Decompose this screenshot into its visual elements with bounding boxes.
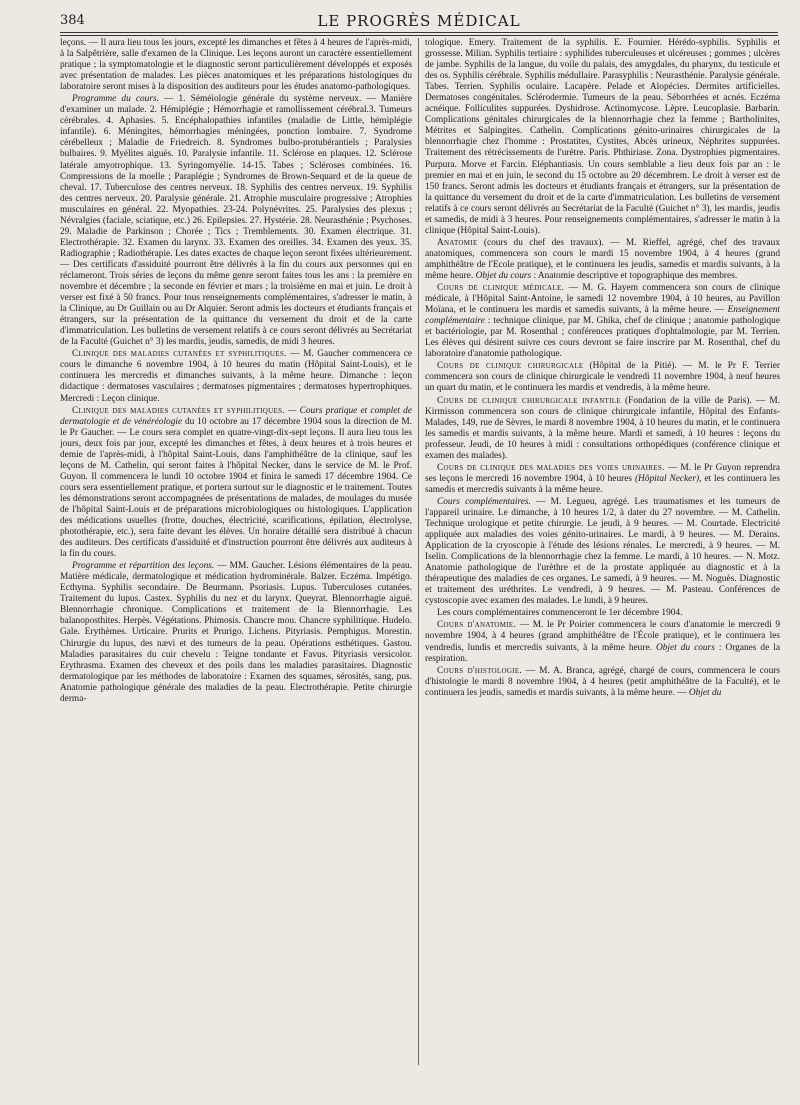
section-heading: Clinique des maladies cutanées et syphilitiques. bbox=[72, 349, 287, 360]
section-heading: Cours complémentaires. bbox=[437, 496, 531, 507]
paragraph-text: : Organes de la respiration. bbox=[425, 642, 780, 664]
paragraph-text: (cours du chef des travaux). — M. Rieffel, agrégé, chef des travaux anatomiques, commencera son cours le mardi 15 novembre 1904, à 4 heures (grand amphithéâtre de l'Ecole pratique), et le continuera les jeudis, samedis et mardis suivants, à la même heure. bbox=[425, 237, 780, 281]
paragraph-text: — M. Legueu, agrégé. Les traumatismes et les tumeurs de l'appareil urinaire. Le dimanche, à 10 heures 1/2, à dater du 27 novembre. — M. Cathelin. Technique urologique et petite chirurgie. Le jeudi, à 9 heures. — M. Courtade. Electricité appliquée aux maladies des voies génito-urinaires. Le mardi, à 9 heures. — M. Derains. Application de la cryoscopie à l'étude des lésions rénales. Le mercredi, à 9 heures. — M. Iselin. Complications de la blennorrhagie chez la femme. Le mardi, à 10 heures. — N. Motz. Anatomie pathologique de l'urèthre et de la prostate appliquée au diagnostic et à la thérapeutique des maladies de ces organes. Le samedi, à 9 heures. — M. Noguès. Diagnostic et traitement des uréthrites. Le vendredi, à 9 heures. — M. Pasteau. Conférences de cystoscopie avec examen des malades. Le lundi, à 9 heures. bbox=[425, 496, 780, 607]
journal-title: LE PROGRÈS MÉDICAL bbox=[317, 12, 521, 30]
section-heading: Cours de clinique des maladies des voies urinaires. bbox=[437, 462, 665, 473]
paragraph: Les cours complémentaires commenceront le 1er décembre 1904. bbox=[437, 608, 683, 619]
paragraph bbox=[425, 283, 780, 360]
column-divider bbox=[418, 38, 419, 1065]
paragraph bbox=[425, 666, 780, 699]
paragraph-text: : technique clinique, par M. Ghika, chef de clinique ; anatomie pathologique et bactériologie, par M. Rosenthal ; conférences pratiques d'ophtalmologie, par M. Terrien. Les élèves qui désirent suivre ces cours devront se faire inscrire par M. Rosenthal, chef du laboratoire d'anatomie pathologique. bbox=[425, 316, 780, 360]
paragraph-text: : Anatomie descriptive et topographique des membres. bbox=[531, 270, 738, 281]
section-heading: Anatomie bbox=[437, 237, 478, 248]
paragraph bbox=[60, 561, 412, 705]
left-column bbox=[60, 38, 412, 1087]
paragraph-text: — M. A. Branca, agrégé, chargé de cours, commencera le cours d'histologie le mardi 8 novembre 1904, à 4 heures (petit amphithéâtre de la Faculté), et le continuera les jeudis, samedis et mardis suivants, à la même heure. — bbox=[425, 665, 780, 698]
course-object-label: Objet du cours bbox=[651, 642, 715, 653]
section-heading: Programme et répartition des leçons. bbox=[72, 561, 215, 572]
page-number: 384 bbox=[60, 13, 85, 28]
paragraph-text: — M. G. Hayem commencera son cours de clinique médicale, à l'Hôpital Saint-Antoine, le samedi 12 novembre 1904, à 10 heures, au Pavillon Moïana, et le continuera les mardis et samedis suivants, à la même heure. — bbox=[425, 283, 780, 316]
section-heading: Cours de clinique chirurgicale infantile bbox=[437, 395, 621, 406]
section-heading: Cours de clinique chirurgicale bbox=[437, 361, 584, 372]
paragraph-text: — M. le Pr Guyon reprendra ses leçons le mercredi 16 novembre 1904, à 10 heures bbox=[425, 462, 780, 484]
hospital-name: (Hôpital Necker) bbox=[632, 473, 700, 484]
section-heading: Cours d'histologie. bbox=[437, 665, 523, 676]
section-heading: Cours de clinique médicale. bbox=[437, 283, 565, 294]
complementary-label: Enseignement complémentaire bbox=[425, 305, 780, 327]
paragraph-text: , et les continuera les samedis et mercredis suivants à la même heure. bbox=[425, 473, 780, 495]
paragraph bbox=[60, 349, 412, 404]
section-heading: Programme du cours. bbox=[72, 94, 159, 105]
paragraph: leçons. — Il aura lieu tous les jours, excepté les dimanches et fêtes à 4 heures de l'après-midi, à la Salpêtrière, salle d'examen de la Clinique. Les leçons auront un caractère essentiellement pratique ; la symptomatologie et le diagnostic seront particulièrement développés et exposés avec présentation de malades. Les pièces anatomiques et les préparations histologiques du laboratoire seront mises à la disposition des auditeurs pour les études anatomo-pathologiques. bbox=[60, 38, 412, 93]
paragraph bbox=[425, 361, 780, 394]
paragraph bbox=[60, 94, 412, 348]
paragraph bbox=[60, 406, 412, 561]
section-heading: Cours d'anatomie. bbox=[437, 620, 517, 631]
paragraph-text: — 1. Séméiologie générale du système nerveux. — Manière d'examiner un malade. 2. Hémiplégie ; Hémorrhagie et ramollissement cérébral.3. Tumeurs cérébrales. 4. Aphasies. 5. Encéphalopathies infantiles (maladie de Little, hémiplégie infantile). 6. Méningites, hémorrhagies méningées, ponction lombaire. 7. Syndrome cérébelleux ; Maladie de Friedreich. 8. Syndromes bulbo-protubérantiels ; Paralysies bulbaires. 9. Myélites aiguës. 10. Paralysie infantile. 11. Sclérose en plaques. 12. Sclérose latérale amyotrophique. 13. Syringomyélie. 14-15. Tabes ; Scléroses combinées. 16. Compressions de la moelle ; Paraplégie ; Syndromes de Brown-Sequard et de la queue de cheval. 17. Tuberculose des centres nerveux. 18. Syphilis des centres nerveux. 19. Syphilis des centres nerveux. 20. Paralysie générale. 21. Atrophie musculaire progressive ; Atrophies musculaires en général. 22. Myopathies. 23-24. Polynévrites. 25. Paralysies des plexus ; Névralgies (faciale, sciatique, etc.) 26. Epilepsies. 27. Hystérie. 28. Neurasthénie ; Psychoses. 29. Maladie de Parkinson ; Chorée ; Tics ; Tremblements. 30. Examen électrique. 31. Electrothérapie. 32. Examen du larynx. 33. Examen des oreilles. 34. Examen des yeux. 35. Radiographie ; Radiothérapie. Les dates exactes de chaque leçon seront fixées ultérieurement. — Des certificats d'assiduité pourront être délivrés à la fin du cours aux personnes qui en réclameront. Trois séries de leçons du même genre seront faites tous les ans : la première en novembre et décembre ; la seconde en février et mars ; la troisième en mai et juin. Le droit à verser est fixé à 50 francs. Pour tous renseignements complémentaires, s'adresser le matin, à la Clinique, au Dr Guillain ou au Dr Alquier. Seront admis les docteurs et étudiants français et étrangers, sur la présentation de la quittance du versement du droit et de la carte d'immatriculation. Les bulletins de versement relatifs à ce cours seront délivrés au Secrétariat de la Faculté (Guichet n° 3) les mardis, jeudis, samedis, de midi 3 heures. bbox=[60, 94, 412, 348]
paragraph-text: — M. Gaucher commencera ce cours le dimanche 6 novembre 1904, à 10 heures du matin (Hôpital Saint-Louis), et le continuera les mercredis et dimanches suivants, à la même heure. Dimanche : leçon didactique : dermatoses vasculaires ; dermatoses pigmentaires ; dermatoses hypertrophiques. Mercredi : Leçon clinique. bbox=[60, 349, 412, 404]
paragraph bbox=[425, 396, 780, 462]
course-object-label: Objet du bbox=[686, 687, 722, 698]
course-object-label: Objet du cours bbox=[473, 270, 532, 281]
paragraph-text: — MM. Gaucher. Lésions élémentaires de la peau. Matière médicale, dermatologique et médication hydrominérale. Balzer. Eczéma. Impétigo. Ecthyma. Syphilis secondaire. De Beurmann. Psoriasis. Lupus. Tuberculoses cutanées. Traitement du lupus. Castex. Syphilis du nez et du larynx. Queyrat. Blennorrhagie aiguë. Blennorrhagie chronique. Complications et traitement de la Blennorrhagie. Les balanoposthites. Herpès. Végétations. Phimosis. Chancre mou. Chancre syphilitique. Hudelo. Gale. Erythèmes. Urticaire. Prurits et Prurigo. Lichens. Pityriasis. Pemphigus. Morestin. Chirurgie du lupus, des nævi et des tumeurs de la peau. Opérations esthétiques. Gastou. Maladies parasitaires du cuir chevelu : Teigne tondante et Favus. Pityriasis versicolor. Erythrasma. Examen des cheveux et des poils dans les maladies parasitaires. Diagnostic dermatologique par les méthodes de laboratoire : Examen des squames, sérosités, sang, pus. Anatomie pathologique générale des maladies de la peau. Electrothérapie. Petite chirurgie derma- bbox=[60, 561, 412, 704]
paragraph-text: — M. le Pr Poirier commencera le cours d'anatomie le mercredi 9 novembre 1904, à 4 heures (grand amphithéâtre de l'École pratique), et le continuera les vendredis, lundis et mercredis suivants, à la même heure. bbox=[425, 620, 780, 653]
right-column bbox=[425, 38, 780, 1087]
paragraph bbox=[425, 463, 780, 496]
paragraph bbox=[425, 238, 780, 282]
paragraph-text: (Fondation de la ville de Paris). — M. Kirmisson commencera son cours de clinique chirurgicale infantile, Hôpital des Enfants-Malades, 149, rue de Sèvres, le mardi 8 novembre 1904, à 10 heures du matin, et le continuera les samedis et mardis suivants, à la même heure. Mardi et samedi, à 10 heures : leçons du professeur. Jeudi, de 10 heures à midi : consultations orthopédiques (conférence clinique et examen des malades). bbox=[425, 395, 780, 461]
section-heading: Clinique des maladies cutanées et syphilitiques. bbox=[72, 405, 285, 416]
header-rule bbox=[60, 32, 778, 36]
page-header bbox=[60, 10, 778, 34]
paragraph-text: du 10 octobre au 17 décembre 1904 sous la direction de M. le Pr Gaucher. — Le cours sera complet en quatre-vingt-dix-sept leçons. Il aura lieu tous les jours, deux fois par jour, excepté les dimanches et fêtes, à deux heures et à trois heures et demie de l'après-midi, à l'hôpital Saint-Louis, dans l'amphithéâtre de la clinique, sauf les leçons de M. Cathelin, qui seront faites à l'hôpital Necker, dans le service de M. le Prof. Guyon. Il commencera le lundi 10 octobre 1904 et finira le samedi 17 décembre 1904. Ce cours sera essentiellement pratique, et portera surtout sur le diagnostic et le traitement. Toutes les démonstrations seront accompagnées de présentations de malades, de moulages du musée de l'hôpital Saint-Louis et de préparations microbiologiques ou histologiques. L'application des médications usuelles (frotte, douches, électricité, scarifications, épilation, électrolyse, photothérapie, etc.), sera faite devant les élèves. Un horaire détaillé sera distribué à chacun des auditeurs. Des certificats d'assiduité et d'instruction pourront être délivrés aux auditeurs à la fin du cours. bbox=[60, 416, 412, 560]
paragraph-text: (Hôpital de la Pitié). — M. le Pr F. Terrier commencera son cours de clinique chirurgicale le vendredi 11 novembre 1904, à neuf heures un quart du matin, et le continuera les mardis et vendredis, à la même heure. bbox=[425, 361, 780, 394]
paragraph bbox=[425, 620, 780, 664]
paragraph bbox=[425, 497, 780, 607]
paragraph: tologique. Emery. Traitement de la syphilis. E. Fournier. Hérédo-syphilis. Syphilis et grossesse. Milian. Syphilis tertiaire : syphilides tuberculeuses et ulcéreuses ; gommes ; ulcères de jambe. Syphilis de la langue, du voile du palais, des amygdales, du pharynx, du testicule et des os. Syphilis cérébrale. Syphilis médullaire. Parasyphilis : Neurasthénie. Paralysie générale. Tabes. Terrien. Syphilis oculaire. Lacapère. Pelade et Alopécies. Dermites artificielles. Dermatoses congénitales. Sclérodermie. Tumeurs de la peau. Séborrhées et acnés. Eczéma acnéique. Folliculites suppurées. Dyshidrose. Actinomycose. Lèpre. Leucoplasie. Barbarin. Complications génitales chirurgicales de la blennorrhagie chez la femme ; Bartholinites, Métrites et Salpingites. Cathelin. Complications génito-urinaires chirurgicales de la blennorrhagie chez l'homme : Prostatites, Cystites, Abcès urineux, Néphrites suppurées. Traitement des rétrécissements de l'urètre. Paris. Phthiriase. Zona. Dystrophies pigmentaires. Purpura. Morve et Farcin. Eléphantiasis. Un cours semblable a lieu deux fois par an : le premier en mai et en juin, le second du 15 octobre au 20 décembrem. Le droit à verser est de 150 francs. Seront admis les docteurs et étudiants français et étrangers, sur la présentation de la quittance du versement du droit et de la carte d'immatriculation. Les bulletins de versement relatifs à ce cours seront délivrés au Secrétariat de la Faculté (Guichet n° 3), les mardis, jeudis et samedis, de midi à 3 heures. Pour renseignements complémentaires, s'adresser le matin à la clinique (Hôpital Saint-Louis). bbox=[425, 38, 780, 236]
course-title: — Cours pratique et complet de dermatologie et de vénéréologie bbox=[60, 405, 412, 427]
